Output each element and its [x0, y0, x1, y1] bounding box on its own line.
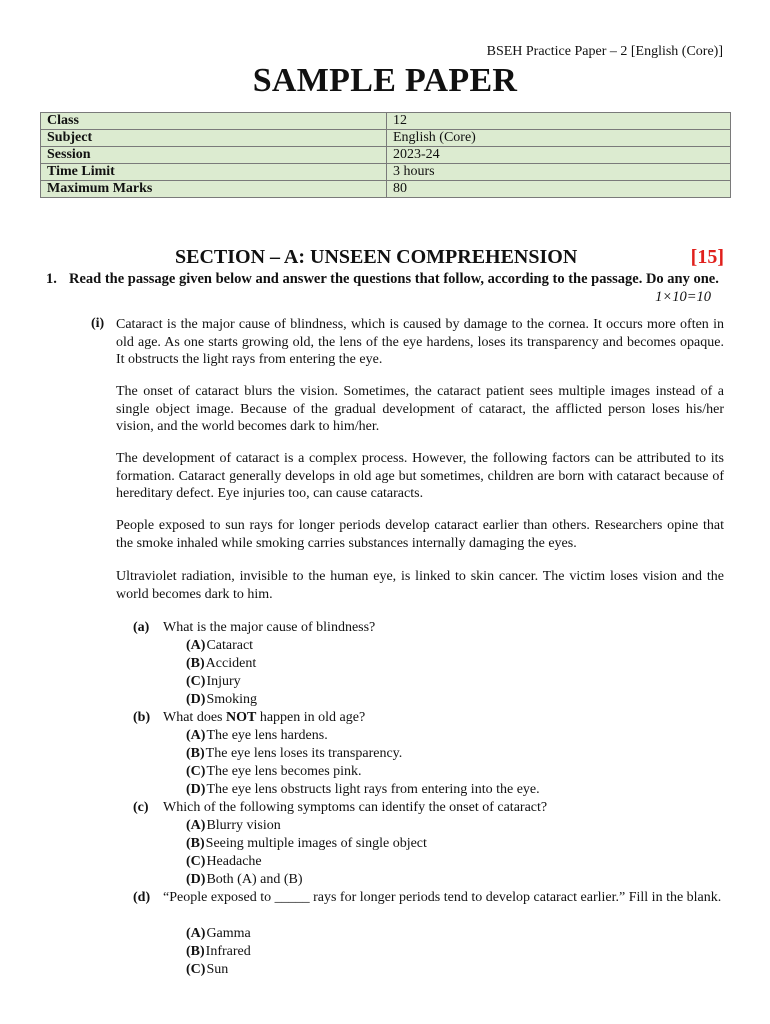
option [186, 835, 427, 853]
info-key: Time Limit [41, 164, 387, 181]
option-letter: (B) [186, 746, 205, 761]
passage-label: (i) [91, 316, 105, 331]
option-text: Both (A) and (B) [206, 872, 303, 887]
option [186, 781, 540, 799]
subquestion-text-before: What does [163, 710, 226, 725]
option-text: Sun [206, 962, 229, 977]
option-text: The eye lens loses its transparency. [205, 746, 403, 761]
option-text: The eye lens obstructs light rays from entering into the eye. [206, 782, 540, 797]
info-row [41, 130, 731, 147]
info-value: 3 hours [387, 164, 731, 181]
option [186, 871, 302, 889]
option-text: Cataract [206, 638, 254, 653]
info-value: 80 [387, 181, 731, 198]
section-title: SECTION – A: UNSEEN COMPREHENSION [175, 246, 578, 268]
option-letter: (A) [186, 638, 206, 653]
option-letter: (B) [186, 944, 205, 959]
subquestion-text-emphasis: NOT [225, 710, 257, 725]
question-marks: 1×10=10 [655, 289, 711, 305]
subquestion-text: Which of the following symptoms can identify the onset of cataract? [163, 800, 548, 815]
option-letter: (D) [186, 782, 206, 797]
info-row [41, 181, 731, 198]
subquestion-label: (c) [133, 800, 149, 815]
option-text: Infrared [205, 944, 251, 959]
option [186, 943, 251, 961]
option-text: Accident [205, 656, 257, 671]
option [186, 637, 253, 655]
option-letter: (A) [186, 926, 206, 941]
option [186, 691, 257, 709]
question-number: 1. [46, 271, 57, 287]
option-text: The eye lens hardens. [206, 728, 328, 743]
option-text: Smoking [206, 692, 258, 707]
passage-paragraph: Ultraviolet radiation, invisible to the human eye, is linked to skin cancer. The victim loses vision and the world becomes dark to him. [116, 569, 724, 602]
option-text: Blurry vision [206, 818, 281, 833]
subquestion-text: “People exposed to _____ rays for longer periods tend to develop cataract earlier.” Fill in the blank. [163, 890, 722, 905]
info-key: Subject [41, 130, 387, 147]
question-instruction: Read the passage given below and answer the questions that follow, according to the passage. Do any one. [69, 271, 719, 287]
option [186, 745, 402, 763]
option-letter: (B) [186, 836, 205, 851]
info-value: 2023-24 [387, 147, 731, 164]
subquestion-label: (a) [133, 620, 150, 635]
option-letter: (B) [186, 656, 205, 671]
option-text: Seeing multiple images of single object [205, 836, 427, 851]
passage-paragraph: People exposed to sun rays for longer periods develop cataract earlier than others. Researchers opine that the smoke inhaled while smoking carries substances internally damaging the eyes. [116, 518, 724, 551]
option-letter: (C) [186, 764, 206, 779]
info-value: English (Core) [387, 130, 731, 147]
option-letter: (A) [186, 818, 206, 833]
option [186, 655, 256, 673]
option-letter: (D) [186, 692, 206, 707]
passage-paragraph: The development of cataract is a complex process. However, the following factors can be attributed to its formation. Cataract generally develops in old age but sometimes, children are born with cataract because of hereditary defect. Eye injuries too, can cause cataracts. [116, 451, 724, 501]
info-key: Maximum Marks [41, 181, 387, 198]
info-row [41, 113, 731, 130]
option [186, 853, 262, 871]
info-row [41, 164, 731, 181]
info-value: 12 [387, 113, 731, 130]
option-letter: (A) [186, 728, 206, 743]
subquestion-label: (d) [133, 890, 151, 905]
option [186, 925, 251, 943]
option-text: Injury [206, 674, 241, 689]
subquestion-text [163, 709, 724, 727]
option-letter: (C) [186, 674, 206, 689]
option-letter: (D) [186, 872, 206, 887]
option-text: The eye lens becomes pink. [206, 764, 362, 779]
option [186, 961, 228, 979]
option-letter: (C) [186, 854, 206, 869]
page-title: SAMPLE PAPER [252, 62, 518, 99]
passage-paragraph: Cataract is the major cause of blindness, which is caused by damage to the cornea. It occurs more often in old age. As one starts growing old, the lens of the eye hardens, loses its transparency and becomes opaque. It obstructs the light rays from entering the eye. [116, 317, 724, 367]
option [186, 817, 281, 835]
option [186, 727, 328, 745]
info-table [40, 112, 731, 198]
info-row [41, 147, 731, 164]
option [186, 673, 241, 691]
info-key: Class [41, 113, 387, 130]
info-key: Session [41, 147, 387, 164]
page-header-subtitle: BSEH Practice Paper – 2 [English (Core)] [486, 44, 723, 59]
option-letter: (C) [186, 962, 206, 977]
option [186, 763, 362, 781]
option-text: Headache [206, 854, 262, 869]
passage-paragraph: The onset of cataract blurs the vision. Sometimes, the cataract patient sees multiple images instead of a single object image. Because of the gradual development of cataract, the afflicted person loses his/her vision, and the world becomes dark to him/her. [116, 384, 724, 434]
subquestion-text-after: happen in old age? [256, 710, 366, 725]
section-marks: [15] [690, 246, 724, 268]
subquestion-text: What is the major cause of blindness? [163, 620, 376, 635]
subquestion-label: (b) [133, 710, 151, 725]
option-text: Gamma [206, 926, 251, 941]
